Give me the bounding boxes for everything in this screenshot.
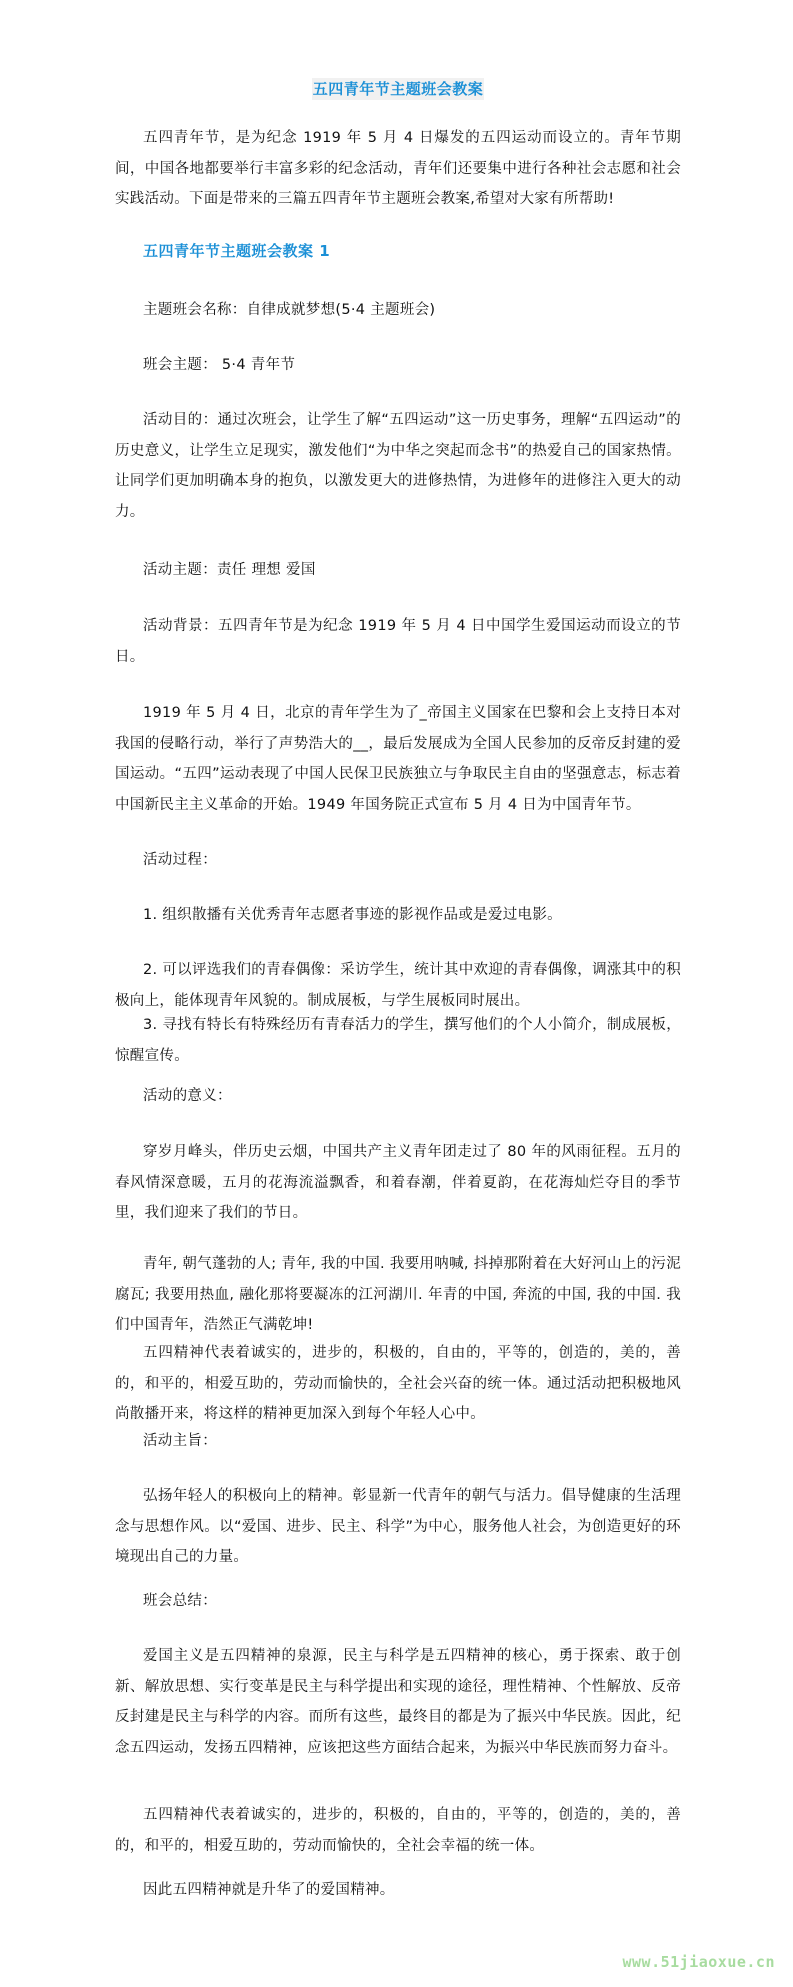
paragraph-conclusion: 因此五四精神就是升华了的爱国精神。 [143, 1882, 395, 1898]
paragraph-spirit-2: 五四精神代表着诚实的，进步的，积极的，自由的，平等的，创造的，美的，善的，和平的，相爱互助的，劳动而愉快的，全社会幸福的统一体。 [115, 1807, 681, 1854]
paragraph-significance-label: 活动的意义： [143, 1088, 232, 1104]
paragraph-youth: 青年, 朝气蓬勃的人; 青年, 我的中国. 我要用呐喊, 抖掉那附着在大好河山上的污泥腐瓦; 我要用热血, 融化那将要凝冻的江河湖川. 年青的中国, 奔流的中国, 我的中国. 我们中国青年，浩然正气满乾坤! [115, 1256, 681, 1333]
paragraph-activity-background: 活动背景：五四青年节是为纪念 1919 年 5 月 4 日中国学生爱国运动而设立的节日。 [115, 618, 681, 665]
paragraph-activity-theme: 活动主题：责任 理想 爱国 [143, 562, 316, 578]
document-title-text: 五四青年节主题班会教案 [312, 80, 484, 98]
process-step-2: 2. 可以评选我们的青春偶像：采访学生，统计其中欢迎的青春偶像，调涨其中的积极向上，能体现青年风貌的。制成展板，与学生展板同时展出。 [115, 962, 681, 1009]
paragraph-summary: 爱国主义是五四精神的泉源，民主与科学是五四精神的核心，勇于探索、敢于创新、解放思想、实行变革是民主与科学提出和实现的途径，理性精神、个性解放、反帝反封建是民主与科学的内容。而所有这些，最终目的都是为了振兴中华民族。因此，纪念五四运动，发扬五四精神，应该把这些方面结合起来，为振兴中华民族而努力奋斗。 [115, 1648, 681, 1756]
paragraph-class-name: 主题班会名称：自律成就梦想(5·4 主题班会) [143, 302, 436, 318]
paragraph-summary-label: 班会总结： [143, 1593, 217, 1609]
process-step-3: 3. 寻找有特长有特殊经历有青春活力的学生，撰写他们的个人小简介，制成展板，惊醒宣传。 [115, 1017, 681, 1064]
paragraph-aim: 弘扬年轻人的积极向上的精神。彰显新一代青年的朝气与活力。倡导健康的生活理念与思想作风。以“爱国、进步、民主、科学”为中心，服务他人社会，为创造更好的环境现出自己的力量。 [115, 1488, 681, 1565]
site-watermark: www.51jiaoxue.cn [622, 1953, 775, 1971]
paragraph-aim-label: 活动主旨： [143, 1433, 217, 1449]
paragraph-class-theme: 班会主题： 5·4 青年节 [143, 357, 296, 373]
paragraph-history: 1919 年 5 月 4 日，北京的青年学生为了_帝国主义国家在巴黎和会上支持日本对我国的侵略行动，举行了声势浩大的__，最后发展成为全国人民参加的反帝反封建的爱国运动。“五四”运动表现了中国人民保卫民族独立与争取民主自由的坚强意志，标志着中国新民主主义革命的开始。1949 年国务院正式宣布 5 月 4 日为中国青年节。 [115, 705, 681, 813]
paragraph-spirit: 五四精神代表着诚实的，进步的，积极的，自由的，平等的，创造的，美的，善的，和平的，相爱互助的，劳动而愉快的，全社会兴奋的统一体。通过活动把积极地风尚散播开来，将这样的精神更加深入到每个年轻人心中。 [115, 1345, 681, 1422]
intro-paragraph: 五四青年节，是为纪念 1919 年 5 月 4 日爆发的五四运动而设立的。青年节期间，中国各地都要举行丰富多彩的纪念活动，青年们还要集中进行各种社会志愿和社会实践活动。下面是带来的三篇五四青年节主题班会教案,希望对大家有所帮助! [115, 130, 681, 207]
section-heading: 五四青年节主题班会教案 1 [143, 242, 331, 260]
process-step-1: 1. 组织散播有关优秀青年志愿者事迹的影视作品或是爱过电影。 [143, 907, 562, 923]
paragraph-process-label: 活动过程： [143, 852, 217, 868]
paragraph-significance: 穿岁月峰头，伴历史云烟，中国共产主义青年团走过了 80 年的风雨征程。五月的春风情深意暖，五月的花海流溢飘香，和着春潮，伴着夏韵，在花海灿烂夺目的季节里，我们迎来了我们的节日。 [115, 1144, 681, 1221]
paragraph-activity-purpose: 活动目的：通过次班会，让学生了解“五四运动”这一历史事务，理解“五四运动”的历史意义，让学生立足现实，激发他们“为中华之突起而念书”的热爱自己的国家热情。让同学们更加明确本身的抱负，以激发更大的进修热情，为进修年的进修注入更大的动力。 [115, 412, 681, 520]
document-title [115, 78, 681, 100]
